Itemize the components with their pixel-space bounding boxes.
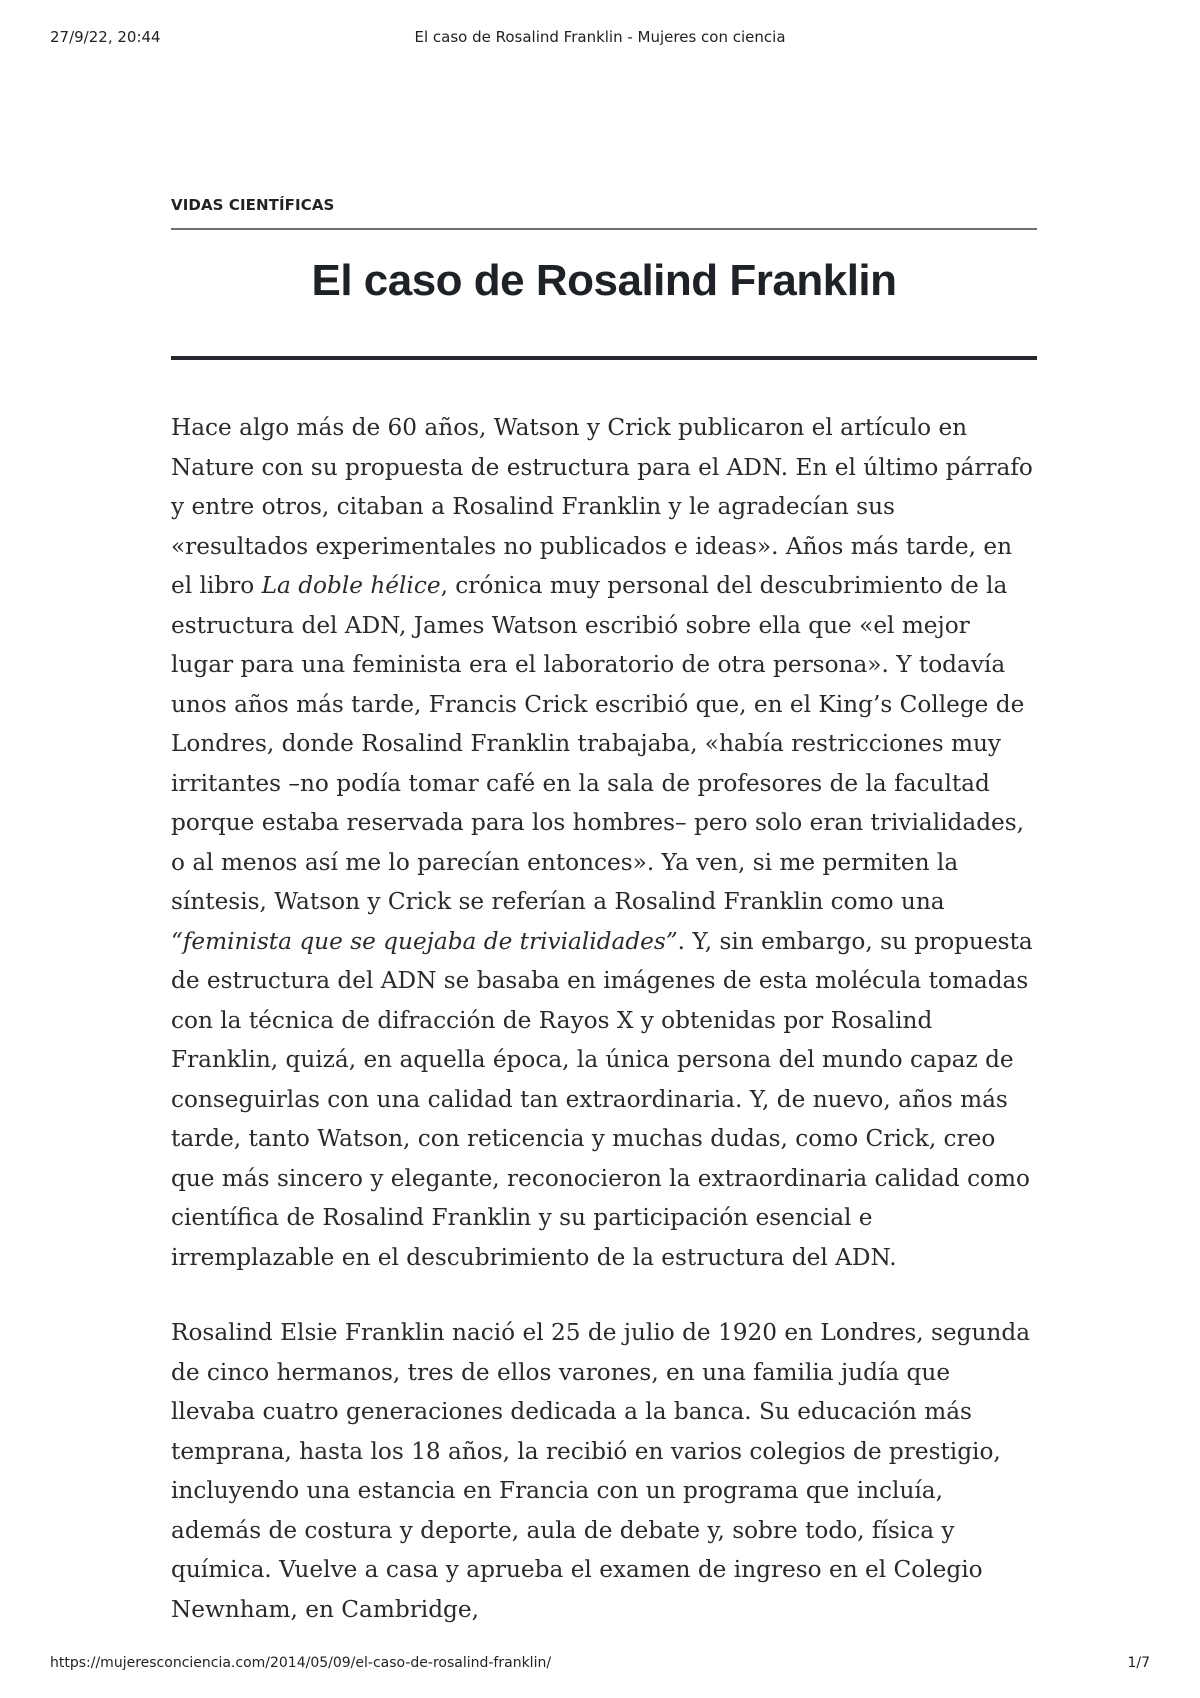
paragraph-2: Rosalind Elsie Franklin nació el 25 de julio de 1920 en Londres, segunda de cinco hermanos, tres de ellos varones, en una familia judía que llevaba cuatro generaciones dedicada a la banca. Su educación más temprana, hasta los 18 años, la recibió en varios colegios de prestigio, incluyendo una estancia en Francia con un programa que incluía, además de costura y deporte, aula de debate y, sobre todo, física y química. Vuelve a casa y aprueba el examen de ingreso en el Colegio Newnham, en Cambridge, [171, 1319, 1031, 1623]
paragraph-1-part-2: , crónica muy personal del descubrimiento de la estructura del ADN, James Watson escribió sobre ella que «el mejor lugar para una feminista era el laboratorio de otra persona». Y todavía unos años más tarde, Francis Crick escribió que, en el King’s College de Londres, donde Rosalind Franklin trabajaba, «había restricciones muy irritantes –no podía tomar café en la sala de profesores de la facultad porque estaba reservada para los hombres– pero solo eran trivialidades, o al menos así me lo parecían entonces». Ya ven, si me permiten la síntesis, Watson y Crick se referían a Rosalind Franklin como una [171, 572, 1025, 915]
quote-feminista: “feminista que se quejaba de trivialidades” [171, 927, 678, 955]
article-body [171, 408, 1037, 1629]
print-page-number: 1/7 [1127, 1655, 1150, 1671]
print-url[interactable]: https://mujeresconciencia.com/2014/05/09/el-caso-de-rosalind-franklin/ [50, 1655, 552, 1671]
article-category[interactable]: VIDAS CIENTÍFICAS [171, 196, 1037, 230]
article [171, 196, 1037, 1665]
paragraph-1-part-1: Hace algo más de 60 años, Watson y Crick publicaron el artículo en Nature con su propuesta de estructura para el ADN. En el último párrafo y entre otros, citaban a Rosalind Franklin y le agradecían sus «resultados experimentales no publicados e ideas». Años más tarde, en el libro [171, 414, 1033, 599]
paragraph-1 [171, 408, 1037, 1277]
print-page-title: El caso de Rosalind Franklin - Mujeres con ciencia [414, 28, 786, 46]
print-datetime: 27/9/22, 20:44 [50, 28, 161, 46]
book-title: La doble hélice [261, 572, 441, 599]
paragraph-1-part-3: . Y, sin embargo, su propuesta de estructura del ADN se basaba en imágenes de esta molécula tomadas con la técnica de difracción de Rayos X y obtenidas por Rosalind Franklin, quizá, en aquella época, la única persona del mundo capaz de conseguirlas con una calidad tan extraordinaria. Y, de nuevo, años más tarde, tanto Watson, con reticencia y muchas dudas, como Crick, creo que más sincero y elegante, reconocieron la extraordinaria calidad como científica de Rosalind Franklin y su participación esencial e irremplazable en el descubrimiento de la estructura del ADN. [171, 927, 1033, 1271]
article-title: El caso de Rosalind Franklin [171, 256, 1037, 360]
